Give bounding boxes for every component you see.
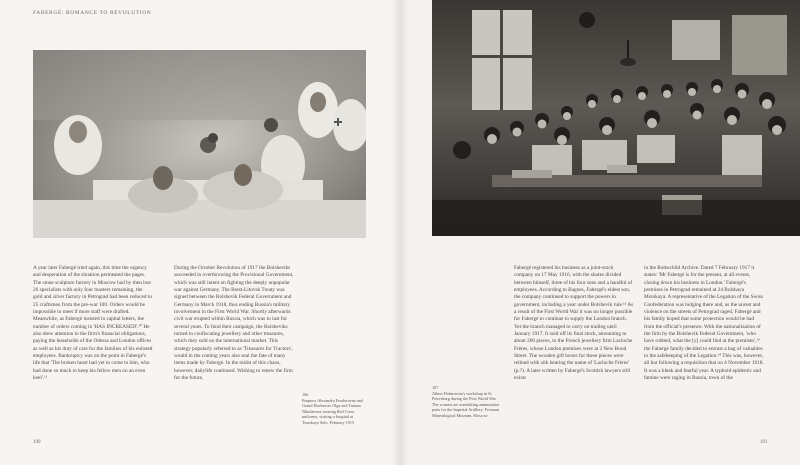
workshop-photo <box>432 0 800 236</box>
hospital-photo <box>33 50 366 238</box>
page-number-left: 190 <box>33 440 41 445</box>
text-column-4 <box>644 265 764 383</box>
text-column-3 <box>514 265 634 383</box>
book-gutter <box>392 0 408 465</box>
text-column-2 <box>174 265 294 383</box>
paragraph: Fabergé registered his business as a joint-stock company on 17 May 1916, with the shares divided between himself, three of his four sons and a handful of employees. According to Bagnes, Fabergé's eldest son, the company continued to support the powers in government, including a year under Bolshevik rule.¹² As a result of the First World War it was no longer possible for Fabergé to continue to supply the London branch. Yet the branch managed to carry on trading until January 1917. It sold off its final stock, amounting to about 200 pieces, to the French jewellery firm Lacloche Frères, whose London premises were at 2 New Bond Street. The wooden gift boxes for these pieces were relined with silk bearing the name of 'Lacloche Frères' (p.?). A later written by Fabergé's Scottish lawyers still exists <box>514 265 634 382</box>
page-number-right: 191 <box>760 440 768 445</box>
caption-text: Empress Alexandra Feodorovna and Grand Duchesses Olga and Tatiana Nikolaevna wearing Red Cross uniforms, visiting a hospital at Tsarskoye Selo, February 1915 <box>302 397 363 425</box>
paragraph: in the Rothschild Archive. Dated 7 February 1917 it states: 'Mr Fabergé is for the present, at all events, closing down his business in London.' Fabergé's premises in Petrograd remained at 24 Bolshaya Morskaya. A representative of the Legation of the Swiss Confederation was lodging there and, as the unrest and violence on the streets of Petrograd raged, Fabergé and his family hoped that some protection would be had from the official's presence. With the nationalization of the firm by the Bolshevik Federal Government, 'who have robbed, what the [y] could find at the premises',¹³ the Fabergé family decided to entrust a bag of valuables to the safekeeping of the Legation.¹⁴ This was, however, all but following a requisition that on 4 November 1918. It was a bleak and fearful year. A typhoid epidemic and famine were raging in Russia, town of the <box>644 265 764 382</box>
caption-left <box>302 392 368 426</box>
caption-number: 166 <box>302 392 309 397</box>
caption-right <box>432 385 504 419</box>
text-column-1 <box>33 265 153 383</box>
running-head: FABERGÉ: ROMANCE TO REVOLUTION <box>33 10 152 16</box>
caption-number: 167 <box>432 385 439 390</box>
paragraph: During the October Revolution of 1917 the Bolsheviks succeeded in overthrowing the Provisional Government, which was still intent on fighting the deeply unpopular war against Germany. The Brest-Litovsk Treaty was signed between the Bolshevik Federal Government and Germany in March 1918, thus ending Russia's military involvement in the First World War. Shortly afterwards civil war erupted within Russia, which was to last for several years. To fund their campaign, the Bolsheviks turned to confiscating jewellery and other treasures, which they sold on the international market. This strategy popularly referred to as 'Treasures for Tractors', would in the coming years also seal the fate of many items made by Fabergé. In the midst of this chaos, however, dailylife continued. Wishing to renew the firm for the future, <box>174 265 294 382</box>
right-page <box>400 0 800 465</box>
paragraph: A year later Fabergé tried again, this time the urgency and desperation of the situation permeated the pages. The stone sculpture factory in Moscow had by then lost 26 specialists with only four masters remaining, the gold and silver factory in Petrograd had been reduced to 25 craftsmen from the pre-war 100. Orders would be impossible to meet if more staff were drafted. Meanwhile, as Fabergé insisted in capital letters, the number of orders coming in 'HAS INCREASED'.¹⁰ He also drew attention to the firm's financial obligations, paying the leaseholds of the Odessa and London offices as well as his duty of care for the families of his enlisted employees. Bankruptcy was on the point in Fabergé's life that 'The broken heart had yet to come to him, who had done so much to keep his fellow men on an even keel'.¹¹ <box>33 265 153 382</box>
caption-text: Albert Holmström's workshop in St Petersburg during the First World War. The women are assembling ammunition parts for the Imperial Artillery. Fersman Mineralogical Museum, Moscow <box>432 390 500 418</box>
